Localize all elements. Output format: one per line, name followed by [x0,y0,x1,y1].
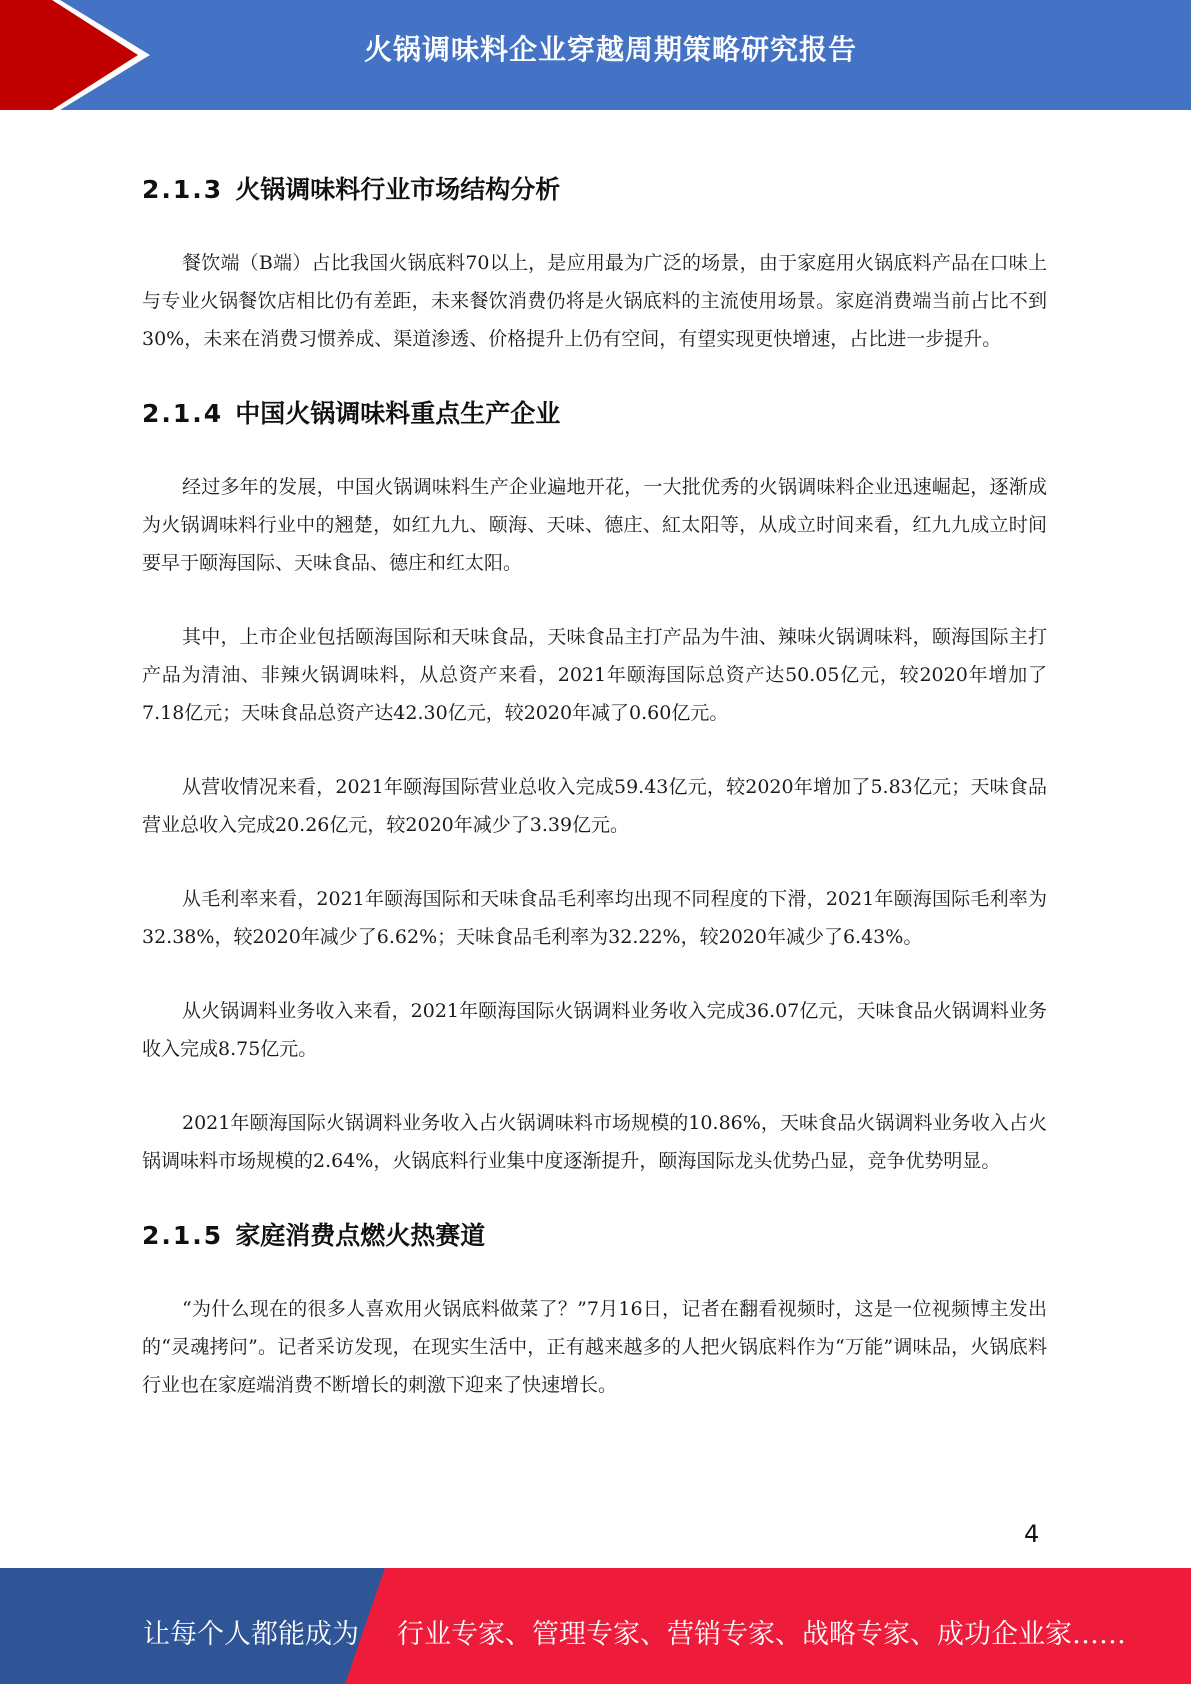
section-number: 2.1.5 [142,1221,224,1250]
paragraph: 从火锅调料业务收入来看，2021年颐海国际火锅调料业务收入完成36.07亿元，天味食品火锅调料业务收入完成8.75亿元。 [142,1000,1047,1060]
paragraph: 其中，上市企业包括颐海国际和天味食品，天味食品主打产品为牛油、辣味火锅调味料，颐海国际主打产品为清油、非辣火锅调味料，从总资产来看，2021年颐海国际总资产达50.05亿元，较2020年增加了7.18亿元；天味食品总资产达42.30亿元，较2020年减了0.60亿元。 [142,626,1047,724]
footer-slogan-right: 行业专家、管理专家、营销专家、战略专家、成功企业家…… [397,1619,1126,1650]
paragraph: “为什么现在的很多人喜欢用火锅底料做菜了？”7月16日，记者在翻看视频时，这是一位视频博主发出的“灵魂拷问”。记者采访发现，在现实生活中，正有越来越多的人把火锅底料作为“万能”调味品，火锅底料行业也在家庭端消费不断增长的刺激下迎来了快速增长。 [142,1298,1047,1396]
section-heading [142,1216,1047,1252]
paragraph: 2021年颐海国际火锅调料业务收入占火锅调味料市场规模的10.86%，天味食品火锅调料业务收入占火锅调味料市场规模的2.64%，火锅底料行业集中度逐渐提升，颐海国际龙头优势凸显，竞争优势明显。 [142,1112,1047,1172]
paragraph: 经过多年的发展，中国火锅调味料生产企业遍地开花，一大批优秀的火锅调味料企业迅速崛起，逐渐成为火锅调味料行业中的翘楚，如红九九、颐海、天味、德庄、紅太阳等，从成立时间来看，红九九成立时间要早于颐海国际、天味食品、德庄和红太阳。 [142,476,1047,574]
section-title: 家庭消费点燃火热赛道 [235,1221,486,1250]
section-number: 2.1.3 [142,175,224,204]
footer-banner [0,1568,1191,1684]
section-number: 2.1.4 [142,399,224,428]
page-number: 4 [1024,1520,1040,1548]
document-body [142,150,1047,1440]
header-banner [0,0,1191,110]
paragraph: 从营收情况来看，2021年颐海国际营业总收入完成59.43亿元，较2020年增加了5.83亿元；天味食品营业总收入完成20.26亿元，较2020年减少了3.39亿元。 [142,776,1047,836]
report-title: 火锅调味料企业穿越周期策略研究报告 [363,33,857,66]
section-title: 中国火锅调味料重点生产企业 [235,399,561,428]
footer-slogan-left: 让每个人都能成为 [143,1619,359,1650]
section-title: 火锅调味料行业市场结构分析 [235,175,561,204]
paragraph: 从毛利率来看，2021年颐海国际和天味食品毛利率均出现不同程度的下滑，2021年颐海国际毛利率为32.38%，较2020年减少了6.62%；天味食品毛利率为32.22%，较2020年减少了6.43%。 [142,888,1047,948]
section-heading [142,394,1047,430]
paragraph: 餐饮端（B端）占比我国火锅底料70以上，是应用最为广泛的场景，由于家庭用火锅底料产品在口味上与专业火锅餐饮店相比仍有差距，未来餐饮消费仍将是火锅底料的主流使用场景。家庭消费端当前占比不到30%，未来在消费习惯养成、渠道渗透、价格提升上仍有空间，有望实现更快增速，占比进一步提升。 [142,252,1047,350]
section-heading [142,170,1047,206]
